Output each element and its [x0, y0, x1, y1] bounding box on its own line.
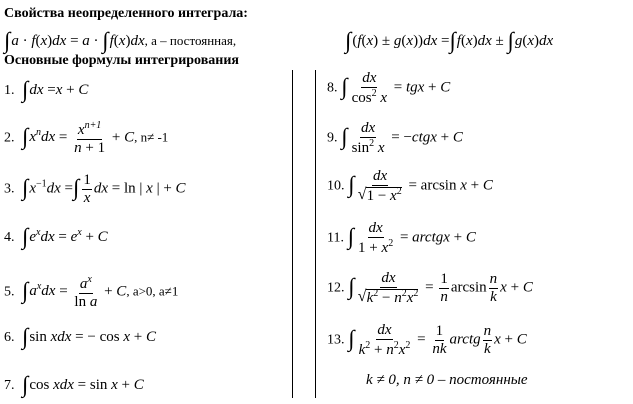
formula-1: 1. ∫dx =x + C	[4, 77, 89, 102]
formula-9: 9. ∫ $\frac{dx}{\sin^2 x}$ = −ctgx + C	[327, 120, 463, 156]
formula-7: 7. ∫cos xdx = sin x + C	[4, 372, 144, 397]
formula-5: 5. $\int a^xdx$ = $\frac{a^x}{\text{ln a}}$ + C, a>0, a≠1	[4, 274, 179, 310]
formula-8: 8. ∫ $\frac{dx}{\cos^2 x}$ = tgx + C	[327, 70, 451, 106]
formula-3: 3. $\int x^{-1}dx$ =∫ $\frac{1}{x}$ dx = ln | x | + C	[4, 172, 186, 206]
formula-4: 4. $\int e^xdx = e^x + C$	[4, 224, 108, 249]
column-divider-right	[315, 70, 316, 398]
property-constant-factor: ∫a · f(x)dx = a · ∫f(x)dx, а – постоянная,	[4, 28, 237, 53]
column-divider-left	[292, 70, 293, 398]
formula-13: 13. ∫ $\frac{dx}{k^2 + n^2x^2}$ = $\frac{1}{nk}$ arctg $\frac{n}{k}$ x + C	[327, 322, 527, 358]
formula-10: 10. ∫ dx √ $1 - x^2$ = arcsin x + C	[327, 168, 493, 204]
formula-11: 11. ∫ $\frac{dx}{1 + x^2}$ = arctgx + C	[327, 220, 476, 256]
property-sum-rule: ∫(f(x) ± g(x))dx =∫f(x)dx ± ∫g(x)dx	[345, 28, 554, 53]
formula-12: 12. ∫ dx √ $k^2 - n^2x^2$ = $\frac{1}{n}$ arcsin $\frac{n}{k}$ x + C	[327, 270, 533, 306]
formula-6: 6. ∫sin xdx = − cos x + C	[4, 324, 156, 349]
formula-2: 2. $\int x^ndx$ = $\frac{x^{n+1}}{n + 1}$ + C, n≠ -1	[4, 120, 169, 156]
constants-note: k ≠ 0, n ≠ 0 – постоянные	[366, 372, 528, 388]
properties-title: Свойства неопределенного интеграла:	[4, 6, 248, 21]
basic-formulas-title: Основные формулы интегрирования	[4, 53, 239, 68]
